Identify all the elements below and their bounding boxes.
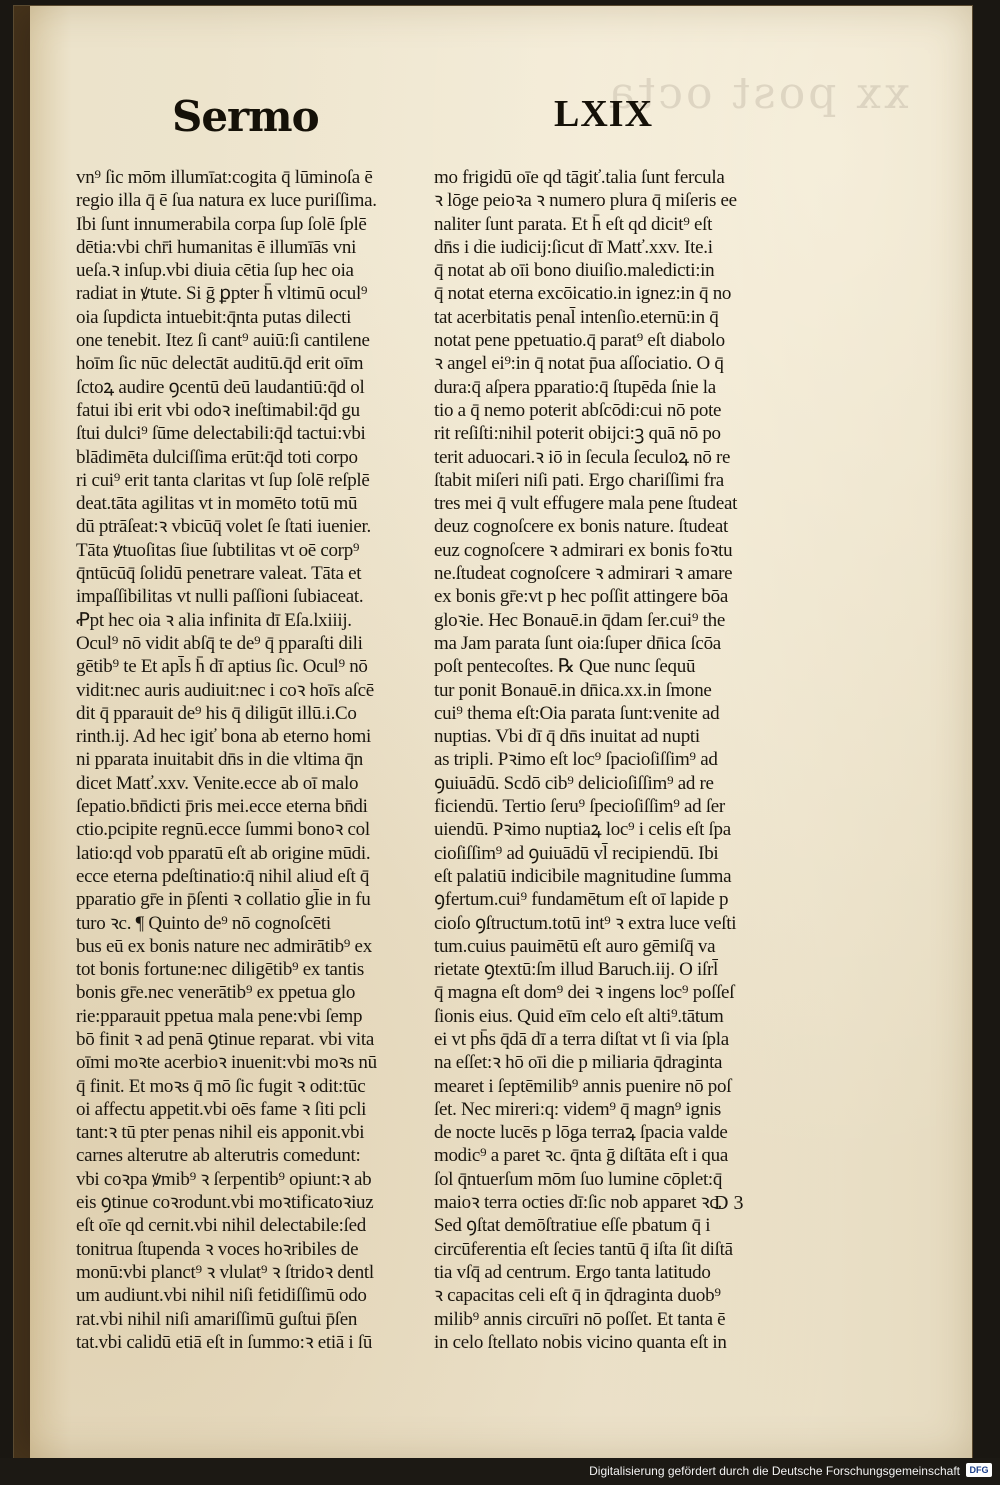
text-line: monū:vbi planct⁹ ꝛ vlulat⁹ ꝛ ſtridoꝛ dentl bbox=[76, 1261, 374, 1283]
text-line: euz cognoſcere ꝛ admirari ex bonis foꝛtu bbox=[434, 539, 733, 561]
text-line: rinth.ij. Ad hec igiť bona ab eterno homi bbox=[76, 726, 372, 748]
text-line: as tripli. Pꝛimo eſt loc⁹ ſpacioſiſſim⁹ ad bbox=[434, 749, 718, 771]
text-line: eſt palatiū indicibile magnitudine ſumma bbox=[434, 865, 732, 887]
text-line: q̄ notat ab oīi bono diuiſio.maledicti:in bbox=[434, 260, 715, 282]
text-line: terit aduocari.ꝛ iō in ſecula ſeculoꝝ nō re bbox=[434, 446, 731, 468]
bleed-through-text: xx post octa bbox=[605, 68, 909, 119]
text-line: dn̄s i die iudicij:ſicut dī Matť.xxv. Ite.i bbox=[434, 236, 713, 258]
text-line: oi affectu appetit.vbi oēs fame ꝛ ſiti pcli bbox=[76, 1098, 367, 1120]
text-line: eis ꝯtinue coꝛrodunt.vbi moꝛtificatoꝛiuz bbox=[76, 1192, 374, 1214]
text-line: tonitrua ſtupenda ꝛ voces hoꝛribiles de bbox=[76, 1238, 359, 1260]
text-line: rat.vbi nihil niſi amariſſimū guſtui p̄ſen bbox=[76, 1308, 358, 1330]
text-line: tres mei q̄ vult effugere mala pene ſtudeat bbox=[434, 493, 738, 515]
text-line: ueſa.ꝛ inſup.vbi diuia cētia ſup hec oia bbox=[76, 260, 354, 282]
text-line: um audiunt.vbi nihil niſi fetidiſſimū odo bbox=[76, 1285, 367, 1307]
text-line: dicet Matť.xxv. Venite.ecce ab oī malo bbox=[76, 772, 359, 794]
text-line: ſepatio.bn̄dicti p̄ris mei.ecce eterna bn̄di bbox=[76, 796, 368, 818]
text-line: ficiendū. Tertio ſeru⁹ ſpecioſiſſim⁹ ad ſer bbox=[434, 796, 725, 818]
text-line: bonis gr̄e.nec venerātib⁹ ex ppetua glo bbox=[76, 982, 356, 1004]
text-line: ſionis eius. Quid eīm celo eſt alti⁹.tātum bbox=[434, 1005, 724, 1027]
text-line: dū ptrāſeat:ꝛ vbicūq̄ volet ſe ſtati iuenier. bbox=[76, 516, 371, 538]
text-line: ꝛ capacitas celi eſt q̄ in q̄draginta duob⁹ bbox=[434, 1285, 721, 1307]
text-line: cioſo ꝯſtructum.totū int⁹ ꝛ extra luce veſti bbox=[434, 912, 737, 934]
text-line: q̄ finit. Et moꝛs q̄ mō ſic fugit ꝛ odit:tūc bbox=[76, 1075, 366, 1097]
text-line: fatui ibi erit vbi odoꝛ ineſtimabil:q̄d gu bbox=[76, 399, 360, 421]
text-line: in celo ſtellato nobis vicino quanta eſt in bbox=[434, 1331, 727, 1353]
text-line: latio:qd vob pparatū eſt ab origine mūdi. bbox=[76, 842, 371, 864]
page-binding-edge bbox=[14, 6, 30, 1458]
text-line: tant:ꝛ tū pter penas nihil eis apponit.vbi bbox=[76, 1122, 365, 1144]
text-line: q̄ magna eſt dom⁹ dei ꝛ ingens loc⁹ poſſeſ bbox=[434, 982, 735, 1004]
text-line: oīmi moꝛte acerbioꝛ inuenit:vbi moꝛs nū bbox=[76, 1052, 377, 1074]
text-line: eſt oīe qd cernit.vbi nihil delectabile:ſed bbox=[76, 1215, 366, 1237]
text-line: dētia:vbi chr̄i humanitas ē illumīās vni bbox=[76, 236, 357, 258]
text-line: maioꝛ terra octies dī:ſic nob apparet ꝛc. bbox=[434, 1192, 722, 1214]
text-line: ſctoꝝ audire ꝯcentū deū laudantiū:q̄d ol bbox=[76, 376, 365, 398]
text-line: ꝛ angel ei⁹:in q̄ notat p̄ua aſſociatio. O q̄ bbox=[434, 353, 724, 375]
text-line: vidit:nec auris audiuit:nec i coꝛ hoīs aſcē bbox=[76, 679, 374, 701]
text-line: Ibi ſunt innumerabila corpa ſup ſolē ſplē bbox=[76, 213, 367, 235]
right-text-column bbox=[434, 166, 794, 1354]
text-line: dit q̄ pparauit de⁹ his q̄ diligūt illū.i.Co bbox=[76, 702, 357, 724]
text-line: mo frigidū oīe qd tāgiť.talia ſunt fercula bbox=[434, 167, 725, 188]
left-text-column bbox=[76, 166, 428, 1354]
text-line: poſt pentecoſtes. ℞ Que nunc ſequū bbox=[434, 656, 696, 678]
text-line: mearet i ſeptēmilib⁹ annis puenire nō poſ bbox=[434, 1075, 732, 1097]
text-line: bus eū ex bonis nature nec admirātib⁹ ex bbox=[76, 935, 372, 957]
text-line: rie:pparauit ppetua mala pene:vbi ſemp bbox=[76, 1005, 363, 1027]
text-line: ri cui⁹ erit tanta claritas vt ſup ſolē reſplē bbox=[76, 469, 370, 491]
text-line: dura:q̄ aſpera pparatio:q̄ ſtupēda ſnie la bbox=[434, 376, 716, 398]
text-line: vn⁹ ſic mōm illumīat:cogita q̄ lūminoſa ē bbox=[76, 167, 373, 188]
text-line: tat acerbitatis penal̄ intenſio.eternū:in q̄ bbox=[434, 306, 719, 328]
text-line: ex bonis gr̄e:vt p hec poſſit attingere bōa bbox=[434, 586, 728, 608]
text-line: tat.vbi calidū etiā eſt in ſummo:ꝛ etiā i ſū bbox=[76, 1331, 373, 1353]
text-line: ni pparata inuitabit dn̄s in die vltima q̄n bbox=[76, 749, 363, 771]
text-line: modic⁹ a paret ꝛc. q̄nta ḡ diſtāta eſt i qua bbox=[434, 1145, 728, 1167]
text-line: rietate ꝯtextū:ſm illud Baruch.iij. O iſrl̄ bbox=[434, 959, 719, 981]
text-line: tio a q̄ nemo poterit abſcōdi:cui nō pote bbox=[434, 399, 722, 421]
text-line: ſol q̄ntuerſum mōm ſuo lumine cōplet:q̄ bbox=[434, 1168, 723, 1190]
text-line: ꝯuiuādū. Scdō cib⁹ delicioſiſſim⁹ ad re bbox=[434, 772, 714, 794]
text-line: Ocul⁹ nō vidit abſq̄ te de⁹ q̄ pparaſti dili bbox=[76, 632, 363, 654]
text-line: nuptias. Vbi dī q̄ dn̄s inuitat ad nupti bbox=[434, 726, 700, 748]
text-line: milib⁹ annis circuīri nō poſſet. Et tanta ē bbox=[434, 1308, 726, 1330]
text-line: circūferentia eſt ſecies tantū q̄ iſta ſit diſtā bbox=[434, 1238, 733, 1260]
text-line: ſtui dulci⁹ ſūme delectabili:q̄d tactui:vbi bbox=[76, 423, 366, 445]
signature-mark: D 3 bbox=[714, 1192, 744, 1214]
text-line: ſtabit miſeri niſi pati. Ergo chariſſimi fra bbox=[434, 469, 724, 491]
dfg-logo: DFG bbox=[966, 1463, 992, 1477]
text-line: gloꝛie. Hec Bonauē.in q̄dam ſer.cui⁹ the bbox=[434, 609, 725, 631]
text-line: regio illa q̄ ē ſua natura ex luce puriſſima. bbox=[76, 190, 377, 212]
text-line: bō finit ꝛ ad penā ꝯtinue reparat. vbi vita bbox=[76, 1028, 374, 1050]
text-line: tot bonis fortune:nec diligētib⁹ ex tantis bbox=[76, 959, 364, 981]
text-line: blādimēta dulciſſima erūt:q̄d toti corpo bbox=[76, 446, 358, 468]
text-line: oia ſupdicta intuebit:q̄nta putas dilecti bbox=[76, 306, 352, 328]
text-line: cui⁹ thema eſt:Oia parata ſunt:venite ad bbox=[434, 702, 720, 724]
text-line: one tenebit. Itez ſi cant⁹ auiū:ſi cantilene bbox=[76, 330, 370, 352]
text-line: ſet. Nec mireri:q: videm⁹ q̄ magn⁹ ignis bbox=[434, 1098, 722, 1120]
text-line: de nocte lucēs p lōga terraꝝ ſpacia valde bbox=[434, 1122, 728, 1144]
text-line: pparatio gr̄e in p̄ſenti ꝛ collatio gl̄ie in fu bbox=[76, 889, 371, 911]
text-line: Tāta ꝟtuoſitas ſiue ſubtilitas vt oē corp⁹ bbox=[76, 539, 360, 561]
text-line: ctio.pcipite regnū.ecce ſummi bonoꝛ col bbox=[76, 819, 370, 841]
text-line: tia vſq̄ ad centrum. Ergo tanta latitudo bbox=[434, 1261, 711, 1283]
text-line: na eſſet:ꝛ hō oīi die p miliaria q̄draginta bbox=[434, 1052, 723, 1074]
text-line: ꝛ lōge peioꝛa ꝛ numero plura q̄ miſeris ee bbox=[434, 190, 737, 212]
text-line: cioſiſſim⁹ ad ꝯuiuādū vl̄ recipiendū. Ibi bbox=[434, 842, 719, 864]
text-line: ei vt ph̄s q̄dā dī a terra diſtat vt ſi via ſpla bbox=[434, 1028, 729, 1050]
funding-credit: Digitalisierung gefördert durch die Deutsche Forschungsgemeinschaft bbox=[589, 1464, 960, 1478]
text-line: radiat in ꝟtute. Si ḡ ꝑpter h̄ vltimū ocul⁹ bbox=[76, 283, 368, 305]
text-line: tum.cuius pauimētū eſt auro gēmiſq̄ va bbox=[434, 935, 716, 957]
digitization-footer bbox=[0, 1458, 1000, 1485]
text-line: ꝯfertum.cui⁹ fundamētum eſt oī lapide p bbox=[434, 889, 729, 911]
text-line: Sed ꝯſtat demōſtratiue eſſe pbatum q̄ i bbox=[434, 1215, 711, 1237]
text-line: gētib⁹ te Et apl̄s h̄ dī aptius ſic. Ocul⁹ nō bbox=[76, 656, 368, 678]
book-page bbox=[14, 6, 972, 1458]
text-line: vbi coꝛpa ꝟmib⁹ ꝛ ſerpentib⁹ opiunt:ꝛ ab bbox=[76, 1168, 372, 1190]
text-line: naliter ſunt parata. Et h̄ eſt qd dicit⁹ eſt bbox=[434, 213, 713, 235]
text-line: deuz cognoſcere ex bonis nature. ſtudeat bbox=[434, 516, 728, 538]
text-line: turo ꝛc. ¶ Quinto de⁹ nō cognoſcēti bbox=[76, 912, 331, 934]
text-line: rit reſiſti:nihil poterit obijci:ꝫ quā nō po bbox=[434, 423, 721, 445]
running-head-title: Sermo bbox=[172, 92, 319, 141]
folio-number: LXIX bbox=[554, 93, 654, 135]
text-line: ecce eterna pdeſtinatio:q̄ nihil aliud eſt q̄ bbox=[76, 865, 370, 887]
text-line: hoīm ſic nūc delectāt auditū.q̄d erit oīm bbox=[76, 353, 364, 375]
text-line: notat pene ppetuatio.q̄ parat⁹ eſt diabolo bbox=[434, 330, 725, 352]
text-line: ma Jam parata ſunt oia:ſuper dn̄ica ſcōa bbox=[434, 632, 721, 654]
text-line: q̄ notat eterna excōicatio.in ignez:in q̄ no bbox=[434, 283, 732, 305]
text-line: uiendū. Pꝛimo nuptiaꝝ loc⁹ i celis eſt ſpa bbox=[434, 819, 731, 841]
text-line: carnes alterutre ab alterutris comedunt: bbox=[76, 1145, 361, 1167]
text-line: impaſſibilitas vt nulli paſſioni ſubiaceat. bbox=[76, 586, 364, 608]
text-line: tur ponit Bonauē.in dn̄ica.xx.in ſmone bbox=[434, 679, 712, 701]
text-line: q̄ntūcūq̄ ſolidū penetrare valeat. Tāta et bbox=[76, 563, 362, 585]
text-line: ne.ſtudeat cognoſcere ꝛ admirari ꝛ amare bbox=[434, 563, 733, 585]
text-line: deat.tāta agilitas vt in momēto totū mū bbox=[76, 493, 358, 515]
text-line: Ꝓpt hec oia ꝛ alia infinita dī Eſa.lxiiij. bbox=[76, 609, 352, 631]
